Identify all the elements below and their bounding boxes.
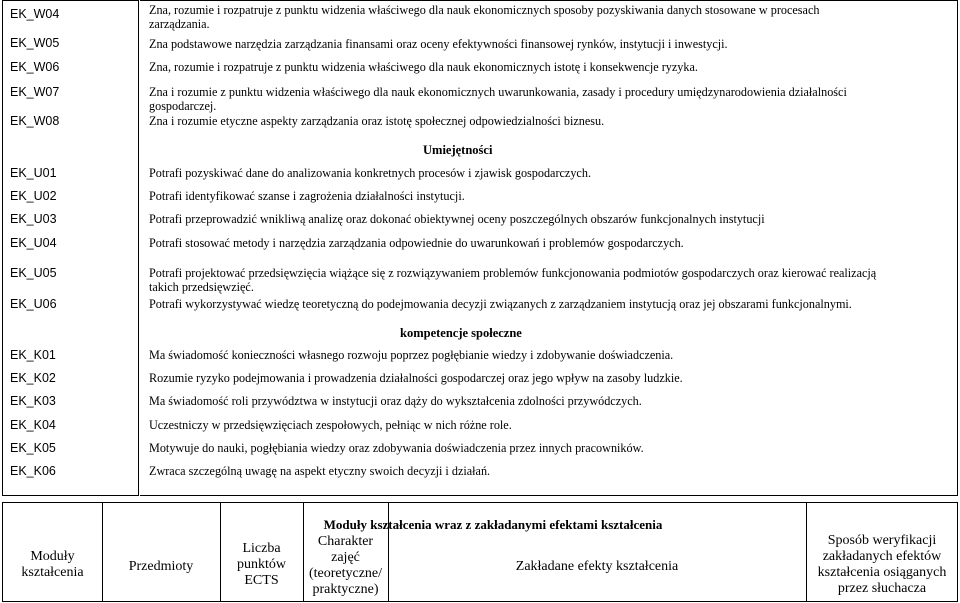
skills-heading: Umiejętności — [423, 143, 493, 157]
code-ek-w05: EK_W05 — [10, 36, 60, 50]
outcome-text-line: Uczestniczy w przedsięwzięciach zespołowych, pełniąc w nich różne role. — [149, 418, 512, 432]
outcome-text-line: zarządzania. — [149, 17, 210, 31]
code-ek-u06: EK_U06 — [10, 297, 57, 311]
outcome-text-line: Zwraca szczególną uwagę na aspekt etyczny swoich decyzji i działań. — [149, 464, 491, 478]
outcome-text-line: Potrafi pozyskiwać dane do analizowania konkretnych procesów i zjawisk gospodarczych. — [149, 166, 591, 180]
outcome-text-line: Zna podstawowe narzędzia zarządzania finansami oraz oceny efektywności finansowej rynków, instytucji i inwestycji. — [149, 37, 728, 51]
outcome-text-line: Motywuje do nauki, pogłębiania wiedzy oraz zdobywania doświadczenia przez innych pracowników. — [149, 441, 644, 455]
header-verification: Sposób weryfikacji zakładanych efektów kształcenia osiąganych przez słuchacza — [817, 533, 947, 596]
outcome-text-line: takich przedsięwzięć. — [149, 280, 254, 294]
outcome-text-line: Zna i rozumie z punktu widzenia właściwego dla nauk ekonomicznych uwarunkowania, zasady i procedury umiędzynarodowienia działalności — [149, 85, 847, 99]
code-ek-k05: EK_K05 — [10, 441, 56, 455]
outcome-text-line: Potrafi projektować przedsięwzięcia wiążące się z rozwiązywaniem problemów funkcjonowania podmiotów gospodarczych oraz kierować realizacją — [149, 266, 877, 280]
modules-table — [2, 502, 958, 602]
outcome-text-line: Ma świadomość konieczności własnego rozwoju poprzez pogłębianie wiedzy i zdobywanie doświadczenia. — [149, 348, 674, 362]
header-ects: Liczba punktów ECTS — [237, 541, 286, 588]
outcome-text-line: Zna i rozumie etyczne aspekty zarządzania oraz istotę społecznej odpowiedzialności biznesu. — [149, 114, 605, 128]
outcome-text-line: Zna, rozumie i rozpatruje z punktu widzenia właściwego dla nauk ekonomicznych istotę i konsekwencje ryzyka. — [149, 60, 698, 74]
code-ek-k01: EK_K01 — [10, 348, 56, 362]
outcome-text-line: Ma świadomość roli przywództwa w instytucji oraz dąży do wykształcenia zdolności przywódczych. — [149, 394, 642, 408]
code-ek-w06: EK_W06 — [10, 60, 60, 74]
outcome-text-line: Zna, rozumie i rozpatruje z punktu widzenia właściwego dla nauk ekonomicznych sposoby pozyskiwania danych stosowane w procesach — [149, 3, 820, 17]
outcome-text-line: Potrafi stosować metody i narzędzia zarządzania odpowiednie do uwarunkowań i problemów gospodarczych. — [149, 236, 684, 250]
header-subjects: Przedmioty — [128, 559, 194, 574]
code-ek-u01: EK_U01 — [10, 166, 57, 180]
header-learning-outcomes: Zakładane efekty kształcenia — [515, 559, 679, 574]
modules-table-title: Moduły kształcenia wraz z zakładanymi efektami kształcenia — [323, 517, 663, 532]
code-ek-k03: EK_K03 — [10, 394, 56, 408]
outcome-text-line: gospodarczej. — [149, 99, 217, 113]
code-ek-u05: EK_U05 — [10, 266, 57, 280]
competence-heading: kompetencje społeczne — [400, 326, 522, 340]
outcome-text-line: Potrafi przeprowadzić wnikliwą analizę oraz dokonać obiektywnej oceny poszczególnych obszarów funkcjonalnych instytucji — [149, 212, 765, 226]
outcome-text-line: Rozumie ryzyko podejmowania i prowadzenia działalności gospodarczej oraz jego wpływ na zasoby ludzkie. — [149, 371, 683, 385]
header-class-type: Charakter zajęć (teoretyczne/ praktyczne) — [308, 534, 383, 597]
code-ek-w07: EK_W07 — [10, 85, 60, 99]
code-ek-w08: EK_W08 — [10, 114, 60, 128]
code-ek-u02: EK_U02 — [10, 189, 57, 203]
outcome-descriptions-column — [140, 0, 958, 496]
header-modules: Moduły kształcenia — [21, 549, 84, 580]
code-ek-u03: EK_U03 — [10, 212, 57, 226]
code-ek-k02: EK_K02 — [10, 371, 56, 385]
outcome-codes-column — [2, 0, 139, 496]
code-ek-k06: EK_K06 — [10, 464, 56, 478]
code-ek-w04: EK_W04 — [10, 7, 60, 21]
outcome-text-line: Potrafi wykorzystywać wiedzę teoretyczną do podejmowania decyzji związanych z zarządzaniem instytucją oraz jej obszarami funkcjonalnymi. — [149, 297, 852, 311]
code-ek-u04: EK_U04 — [10, 236, 57, 250]
outcome-text-line: Potrafi identyfikować szanse i zagrożenia działalności instytucji. — [149, 189, 465, 203]
code-ek-k04: EK_K04 — [10, 418, 56, 432]
